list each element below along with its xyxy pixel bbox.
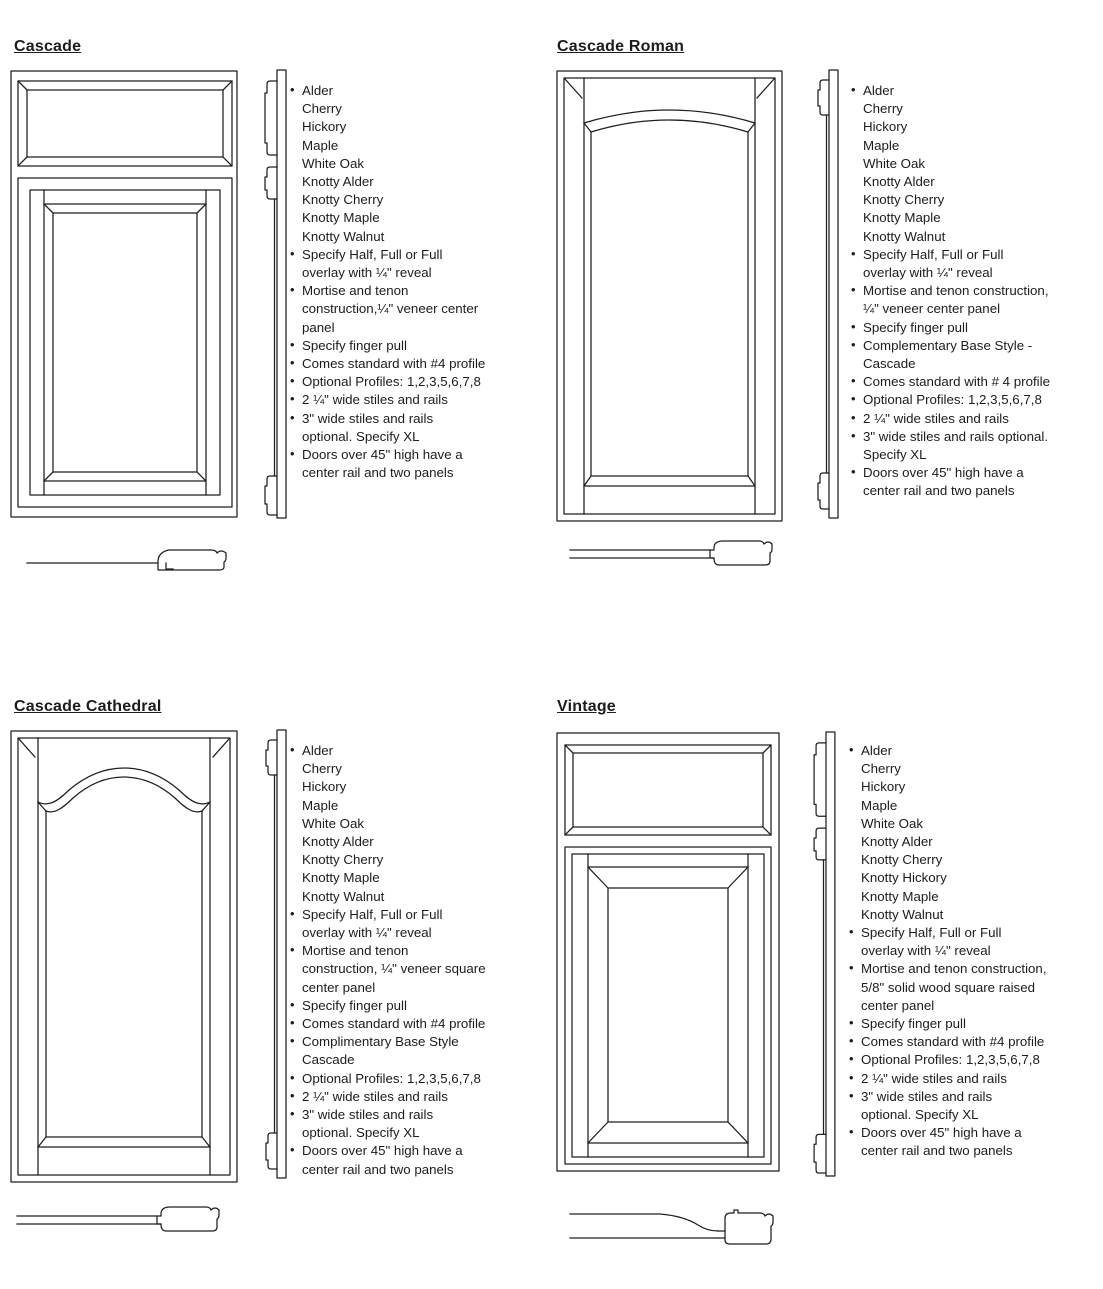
spec-item: • Mortise and tenon construction,¼" veneer center panel <box>289 282 547 337</box>
spec-item: • Optional Profiles: 1,2,3,5,6,7,8 <box>289 1070 547 1088</box>
door-edge-profile-drawing <box>260 728 292 1180</box>
spec-item: • Specify Half, Full or Full overlay with ¼" reveal <box>289 906 547 942</box>
moulding-profile-drawing <box>15 1200 225 1234</box>
spec-item: • Mortise and tenon construction, 5/8" solid wood square raised center panel <box>848 960 1103 1015</box>
section-cascade-roman <box>551 0 1103 644</box>
door-front-drawing <box>556 732 780 1172</box>
spec-item: • Doors over 45" high have a center rail and two panels <box>289 1142 547 1178</box>
spec-item: • Specify Half, Full or Full overlay with ¼" reveal <box>850 246 1103 282</box>
spec-list <box>289 742 547 1179</box>
door-edge-profile-drawing <box>809 730 841 1178</box>
door-front-drawing <box>556 70 783 522</box>
spec-item: • 2 ¼" wide stiles and rails <box>850 410 1103 428</box>
section-cascade-cathedral <box>0 644 551 1289</box>
spec-item: • Specify finger pull <box>289 337 547 355</box>
spec-item: • Alder Cherry Hickory Maple White Oak Knotty Alder Knotty Cherry Knotty Hickory Knotty Maple Knotty Walnut <box>848 742 1103 924</box>
spec-item: • Specify Half, Full or Full overlay with ¼" reveal <box>289 246 547 282</box>
spec-item: • Comes standard with #4 profile <box>289 1015 547 1033</box>
spec-item: • Specify finger pull <box>850 319 1103 337</box>
spec-item: • Doors over 45" high have a center rail and two panels <box>848 1124 1103 1160</box>
spec-item: • Alder Cherry Hickory Maple White Oak Knotty Alder Knotty Cherry Knotty Maple Knotty Walnut <box>289 82 547 246</box>
spec-item: • Doors over 45" high have a center rail and two panels <box>850 464 1103 500</box>
spec-item: • Optional Profiles: 1,2,3,5,6,7,8 <box>850 391 1103 409</box>
moulding-profile-drawing <box>25 541 230 577</box>
spec-item: • Alder Cherry Hickory Maple White Oak Knotty Alder Knotty Cherry Knotty Maple Knotty Walnut <box>289 742 547 906</box>
spec-item: • Specify Half, Full or Full overlay with ¼" reveal <box>848 924 1103 960</box>
door-edge-profile-drawing <box>260 68 292 520</box>
spec-item: • 3" wide stiles and rails optional. Specify XL <box>289 410 547 446</box>
section-title: Vintage <box>557 698 616 715</box>
spec-item: • Alder Cherry Hickory Maple White Oak Knotty Alder Knotty Cherry Knotty Maple Knotty Walnut <box>850 82 1103 246</box>
spec-item: • 3" wide stiles and rails optional. Specify XL <box>850 428 1103 464</box>
spec-item: • 2 ¼" wide stiles and rails <box>289 391 547 409</box>
moulding-profile-drawing <box>568 1202 780 1248</box>
spec-item: • Specify finger pull <box>289 997 547 1015</box>
section-vintage <box>551 644 1103 1289</box>
spec-item: • Complementary Base Style - Cascade <box>850 337 1103 373</box>
spec-item: • 2 ¼" wide stiles and rails <box>289 1088 547 1106</box>
spec-item: • Complimentary Base Style Cascade <box>289 1033 547 1069</box>
section-title: Cascade <box>14 38 82 55</box>
spec-item: • Comes standard with #4 profile <box>848 1033 1103 1051</box>
door-front-drawing <box>10 70 238 518</box>
section-title: Cascade Roman <box>557 38 685 55</box>
spec-list <box>289 82 547 482</box>
spec-item: • Doors over 45" high have a center rail and two panels <box>289 446 547 482</box>
moulding-profile-drawing <box>568 534 778 568</box>
spec-item: • Optional Profiles: 1,2,3,5,6,7,8 <box>289 373 547 391</box>
spec-list <box>850 82 1103 501</box>
section-title: Cascade Cathedral <box>14 698 162 715</box>
door-front-drawing <box>10 730 238 1183</box>
spec-item: • 3" wide stiles and rails optional. Specify XL <box>848 1088 1103 1124</box>
spec-item: • 3" wide stiles and rails optional. Specify XL <box>289 1106 547 1142</box>
spec-item: • Optional Profiles: 1,2,3,5,6,7,8 <box>848 1051 1103 1069</box>
spec-item: • Comes standard with #4 profile <box>289 355 547 373</box>
section-cascade <box>0 0 551 644</box>
spec-item: • Mortise and tenon construction, ¼" veneer square center panel <box>289 942 547 997</box>
spec-item: • 2 ¼" wide stiles and rails <box>848 1070 1103 1088</box>
spec-item: • Comes standard with # 4 profile <box>850 373 1103 391</box>
spec-item: • Mortise and tenon construction, ¼" veneer center panel <box>850 282 1103 318</box>
spec-list <box>848 742 1103 1161</box>
door-edge-profile-drawing <box>812 68 844 520</box>
spec-item: • Specify finger pull <box>848 1015 1103 1033</box>
